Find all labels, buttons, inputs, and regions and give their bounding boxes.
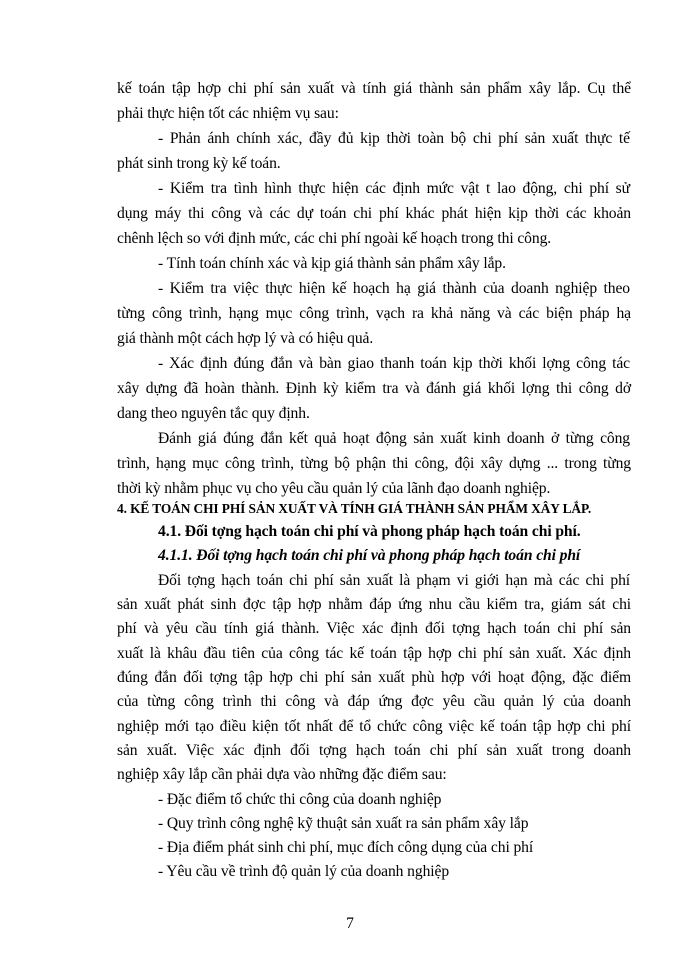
text-line: Đối tợng hạch toán chi phí sản xuất là phạm vi giới hạn mà các chi phí <box>158 572 630 589</box>
text-line: Đánh giá đúng đắn kết quả hoạt động sản xuất kinh doanh ở từng công <box>158 430 630 447</box>
section-heading: 4. KẾ TOÁN CHI PHÍ SẢN XUẤT VÀ TÍNH GIÁ THÀNH SẢN PHẨM XÂY LẮP. <box>117 501 592 516</box>
text-line: dụng máy thi công và các dự toán chi phí khác phát hiện kịp thời các khoản <box>117 205 631 222</box>
text-line: - Tính toán chính xác và kịp giá thành sản phẩm xây lắp. <box>158 255 506 272</box>
list-item: - Đặc điểm tổ chức thi công của doanh nghiệp <box>158 791 442 808</box>
text-line: phải thực hiện tốt các nhiệm vụ sau: <box>117 105 339 122</box>
text-line: sản xuất phát sinh đợc tập hợp nhằm đáp ứng nhu cầu kiểm tra, giám sát chi <box>117 596 631 613</box>
text-line: sản xuất. Việc xác định đối tợng hạch toán chi phí sản xuất trong doanh <box>117 742 631 759</box>
subsection-heading: 4.1. Đối tợng hạch toán chi phí và phong pháp hạch toán chi phí. <box>158 523 581 540</box>
text-line: - Xác định đúng đắn và bàn giao thanh toán kịp thời khối lợng công tác <box>158 355 630 372</box>
text-line: - Phản ánh chính xác, đầy đủ kịp thời toàn bộ chi phí sản xuất thực tế <box>158 130 630 147</box>
text-line: trình, hạng mục công trình, từng bộ phận thi công, đội xây dựng ... trong từng <box>117 455 631 472</box>
subsubsection-heading: 4.1.1. Đối tợng hạch toán chi phí và phong pháp hạch toán chi phí <box>158 547 581 564</box>
text-line: phí và yêu cầu tính giá thành. Việc xác định đối tợng hạch toán chi phí sản <box>117 620 631 637</box>
list-item: - Quy trình công nghệ kỹ thuật sản xuất ra sản phẩm xây lắp <box>158 815 529 832</box>
text-line: - Kiểm tra tình hình thực hiện các định mức vật t lao động, chi phí sử <box>158 180 630 197</box>
text-line: nghiệp mới tạo điều kiện tốt nhất để tổ chức công việc kế toán tập hợp chi phí <box>117 718 631 735</box>
text-line: từng công trình, hạng mục công trình, vạch ra khả năng và các biện pháp hạ <box>117 305 631 322</box>
text-line: chênh lệch so với định mức, các chi phí ngoài kế hoạch trong thi công. <box>117 230 552 247</box>
text-line: kế toán tập hợp chi phí sản xuất và tính giá thành sản phẩm xây lắp. Cụ thể <box>117 80 631 97</box>
text-line: xuất là khâu đầu tiên của công tác kế toán tập hợp chi phí sản xuất. Xác định <box>117 645 631 662</box>
text-line: của từng công trình thi công và đáp ứng đợc yêu cầu quản lý của doanh <box>117 693 631 710</box>
text-line: thời kỳ nhằm phục vụ cho yêu cầu quản lý của lãnh đạo doanh nghiệp. <box>117 480 551 497</box>
text-line: - Kiểm tra việc thực hiện kế hoạch hạ giá thành của doanh nghiệp theo <box>158 280 630 297</box>
text-line: đúng đắn đối tợng tập hợp chi phí sản xuất phù hợp với hoạt động, đặc điểm <box>117 669 631 686</box>
text-line: xây dựng đã hoàn thành. Định kỳ kiểm tra và đánh giá khối lợng thi công dở <box>117 380 631 397</box>
page-number: 7 <box>346 915 354 932</box>
list-item: - Địa điểm phát sinh chi phí, mục đích công dụng của chi phí <box>158 839 534 856</box>
list-item: - Yêu cầu về trình độ quản lý của doanh nghiệp <box>158 863 450 880</box>
text-line: dang theo nguyên tắc quy định. <box>117 405 310 422</box>
text-line: giá thành một cách hợp lý và có hiệu quả. <box>117 330 374 347</box>
text-line: phát sinh trong kỳ kế toán. <box>117 155 281 172</box>
text-line: nghiệp xây lắp cần phải dựa vào những đặc điểm sau: <box>117 766 447 783</box>
